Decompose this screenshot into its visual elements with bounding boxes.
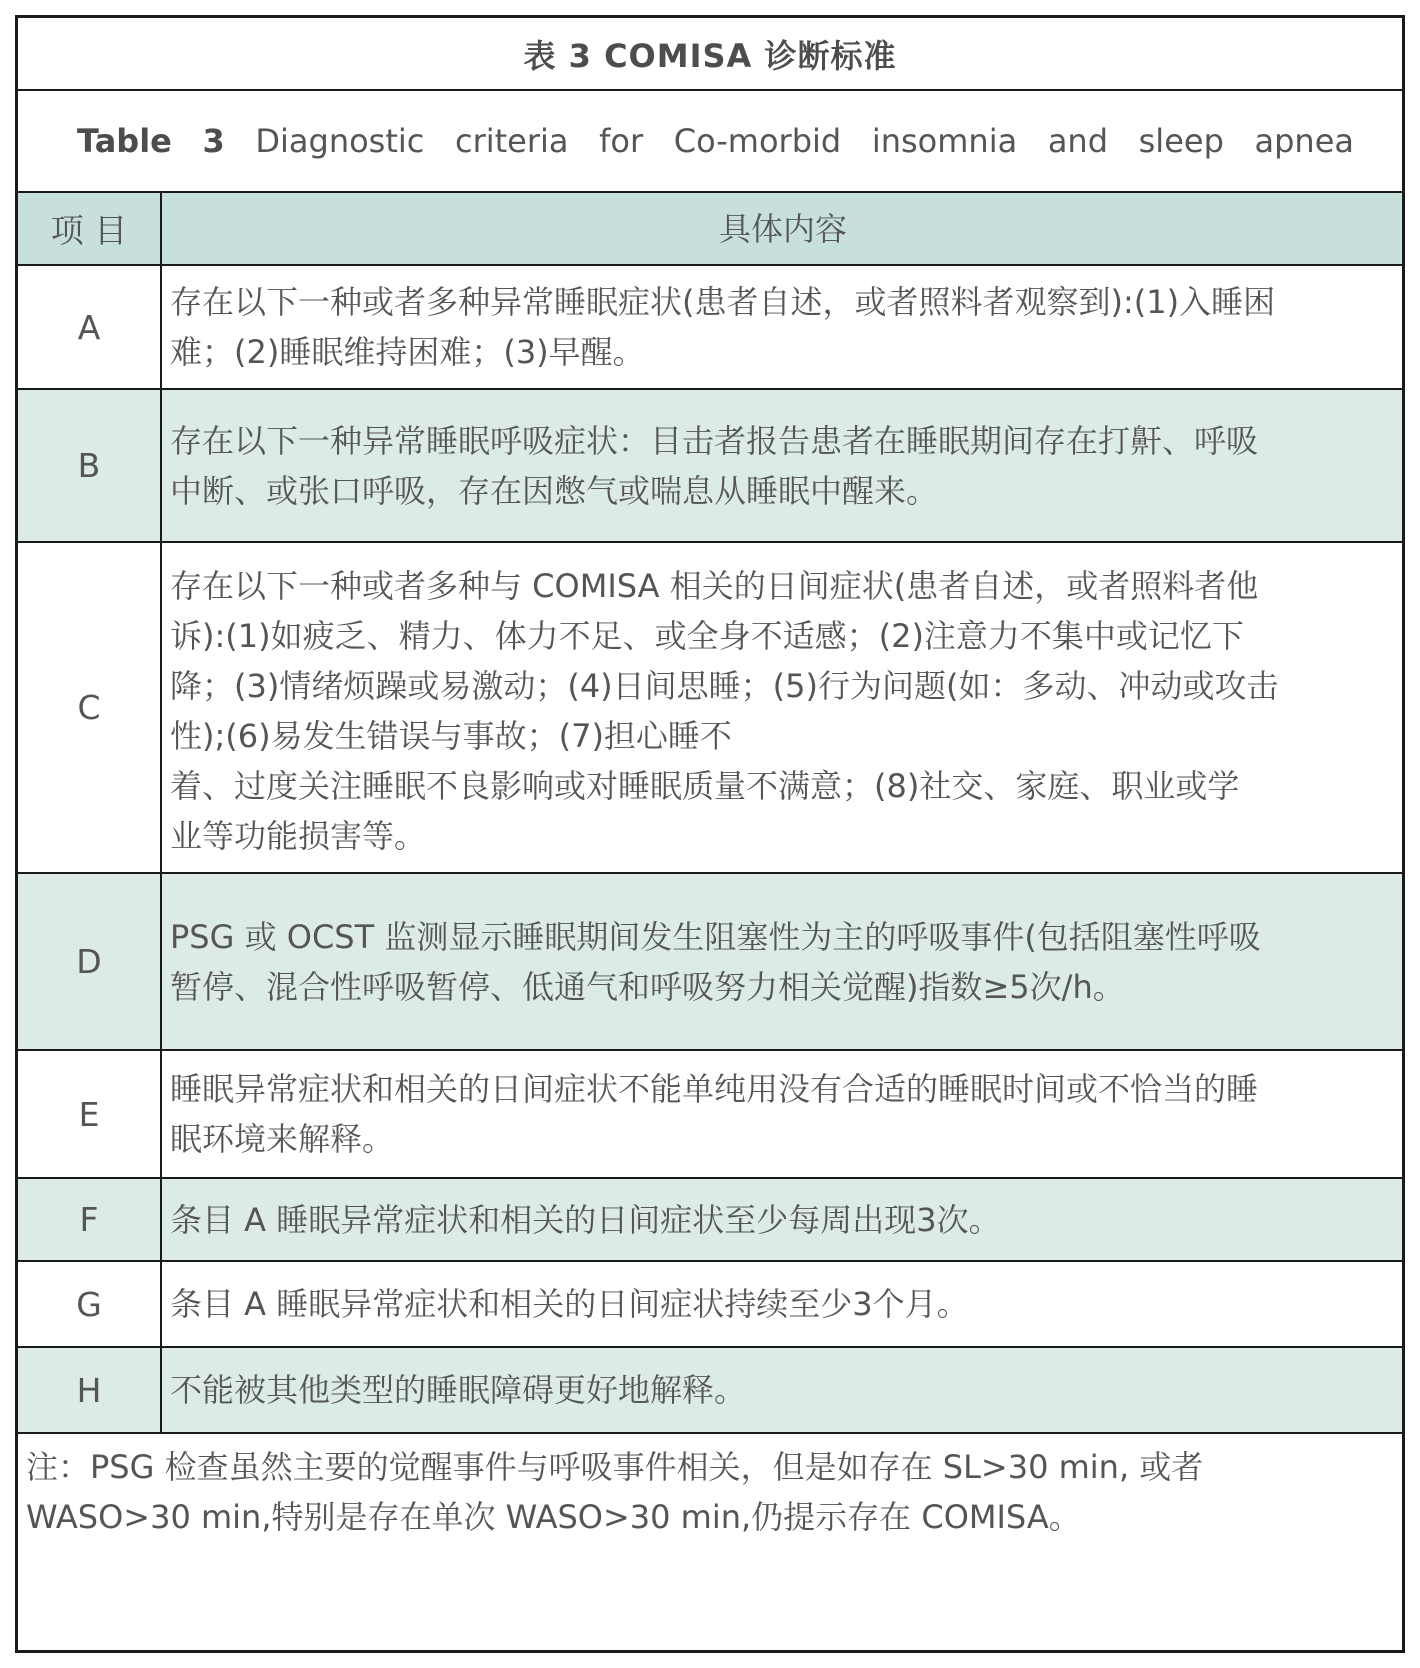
table-header-row [18, 193, 1402, 266]
table-row [18, 1051, 1402, 1179]
criteria-table [15, 15, 1405, 1653]
row-content: 存在以下一种异常睡眠呼吸症状：目击者报告患者在睡眠期间存在打鼾、呼吸 中断、或张口呼吸，存在因憋气或喘息从睡眠中醒来。 [170, 421, 1259, 510]
table-row [18, 1179, 1402, 1262]
table-row [18, 390, 1402, 543]
row-content: 条目 A 睡眠异常症状和相关的日间症状至少每周出现3次。 [170, 1200, 1001, 1239]
title-en-word: apnea [1254, 122, 1354, 160]
row-content: 条目 A 睡眠异常症状和相关的日间症状持续至少3个月。 [170, 1285, 969, 1323]
row-item: A [18, 266, 162, 388]
table-title-cn: 表 3 COMISA 诊断标准 [18, 18, 1402, 91]
row-item: F [18, 1179, 162, 1260]
header-content: 具体内容 [718, 209, 847, 248]
row-content: 不能被其他类型的睡眠障碍更好地解释。 [170, 1371, 747, 1409]
row-content: 睡眠异常症状和相关的日间症状不能单纯用没有合适的睡眠时间或不恰当的睡 眠环境来解释。 [170, 1070, 1259, 1158]
table-row [18, 266, 1402, 390]
title-en-word: Diagnostic [255, 122, 425, 160]
title-en-word: 3 [202, 122, 225, 160]
table-row [18, 1262, 1402, 1348]
row-item: H [18, 1348, 162, 1432]
row-item: D [18, 874, 162, 1049]
table-footnote: 注：PSG 检查虽然主要的觉醒事件与呼吸事件相关，但是如存在 SL>30 min, 或者 WASO>30 min,特别是存在单次 WASO>30 min,仍提示存在 COMISA。 [26, 1448, 1204, 1536]
row-item: B [18, 390, 162, 541]
title-en-word: insomnia [871, 122, 1018, 160]
row-item: C [18, 543, 162, 872]
table-row [18, 874, 1402, 1051]
table-row [18, 1348, 1402, 1434]
title-en-word: Co-morbid [673, 122, 842, 160]
row-item: E [18, 1051, 162, 1177]
row-item: G [18, 1262, 162, 1346]
row-content: 存在以下一种或者多种异常睡眠症状(患者自述，或者照料者观察到):(1)入睡困 难；(2)睡眠维持困难；(3)早醒。 [170, 283, 1276, 371]
table-title-en [18, 91, 1402, 193]
table-row [18, 543, 1402, 874]
header-item: 项 目 [18, 193, 162, 264]
title-en-word: for [599, 122, 644, 160]
title-en-word: criteria [454, 122, 569, 160]
row-content: 存在以下一种或者多种与 COMISA 相关的日间症状(患者自述，或者照料者他 诉):(1)如疲乏、精力、体力不足、或全身不适感；(2)注意力不集中或记忆下 降；(3)情绪烦躁或易激动；(4)日间思睡；(5)行为问题(如：多动、冲动或攻击 性);(6)易发生错误与事故；(7)担心睡不 着、过度关注睡眠不良影响或对睡眠质量不满意；(8)社交、家庭、职业或学 业等功能损害等。 [170, 567, 1279, 855]
row-content: PSG 或 OCST 监测显示睡眠期间发生阻塞性为主的呼吸事件(包括阻塞性呼吸 暂停、混合性呼吸暂停、低通气和呼吸努力相关觉醒)指数≥5次/h。 [170, 917, 1261, 1006]
title-en-word: Table [77, 122, 172, 160]
title-en-word: sleep [1138, 122, 1224, 160]
title-en-word: and [1047, 122, 1109, 160]
